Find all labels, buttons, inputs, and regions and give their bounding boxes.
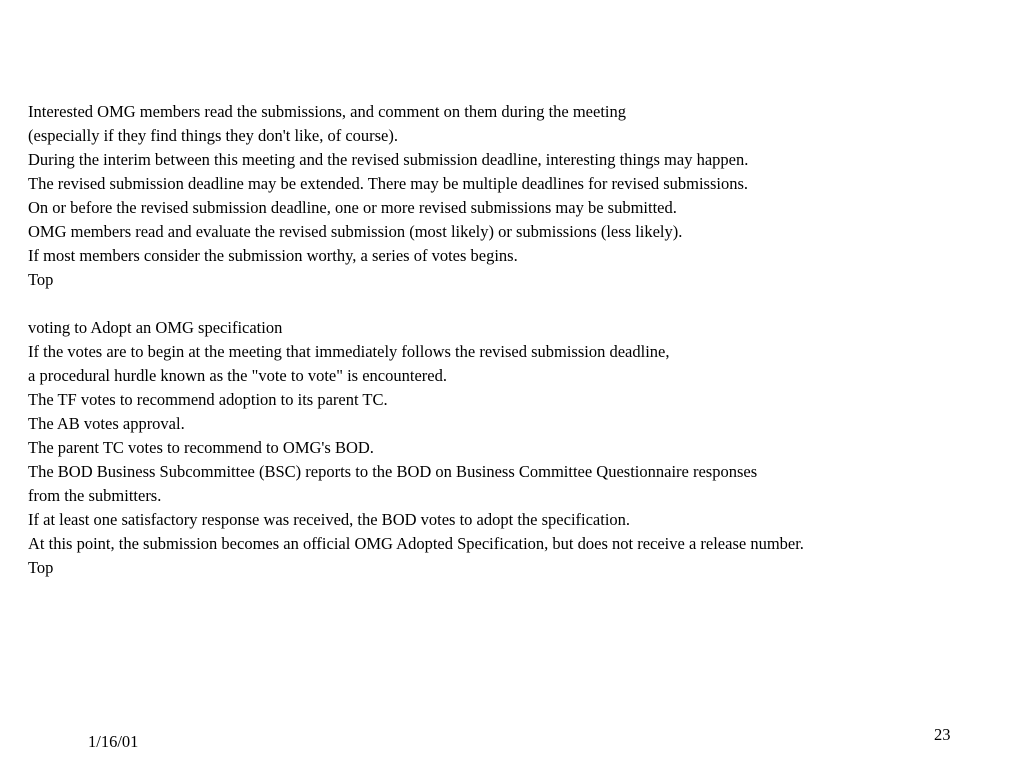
spacer [28, 292, 1018, 316]
body-line: The AB votes approval. [28, 414, 185, 433]
body-line: a procedural hurdle known as the "vote to vote" is encountered. [28, 366, 447, 385]
top-link[interactable]: Top [28, 558, 54, 577]
body-line: The revised submission deadline may be extended. There may be multiple deadlines for revised submissions. [28, 174, 749, 193]
body-line: The BOD Business Subcommittee (BSC) reports to the BOD on Business Committee Questionnaire responses [28, 462, 758, 481]
body-line: During the interim between this meeting and the revised submission deadline, interesting things may happen. [28, 150, 749, 169]
section-heading: voting to Adopt an OMG specification [28, 318, 283, 337]
top-link[interactable]: Top [28, 270, 54, 289]
slide-body [28, 100, 1018, 580]
body-line: (especially if they find things they don't like, of course). [28, 126, 399, 145]
body-line: On or before the revised submission deadline, one or more revised submissions may be submitted. [28, 198, 677, 217]
body-line: If the votes are to begin at the meeting that immediately follows the revised submission deadline, [28, 342, 670, 361]
body-line: At this point, the submission becomes an official OMG Adopted Specification, but does not receive a release number. [28, 534, 804, 553]
body-line: The parent TC votes to recommend to OMG's BOD. [28, 438, 374, 457]
footer-date: 1/16/01 [88, 732, 139, 751]
body-line: from the submitters. [28, 486, 162, 505]
body-line: If most members consider the submission worthy, a series of votes begins. [28, 246, 518, 265]
body-line: If at least one satisfactory response was received, the BOD votes to adopt the specification. [28, 510, 631, 529]
body-line: OMG members read and evaluate the revised submission (most likely) or submissions (less likely). [28, 222, 683, 241]
page-number: 23 [934, 725, 951, 744]
body-line: The TF votes to recommend adoption to its parent TC. [28, 390, 388, 409]
body-line: Interested OMG members read the submissions, and comment on them during the meeting [28, 102, 626, 121]
